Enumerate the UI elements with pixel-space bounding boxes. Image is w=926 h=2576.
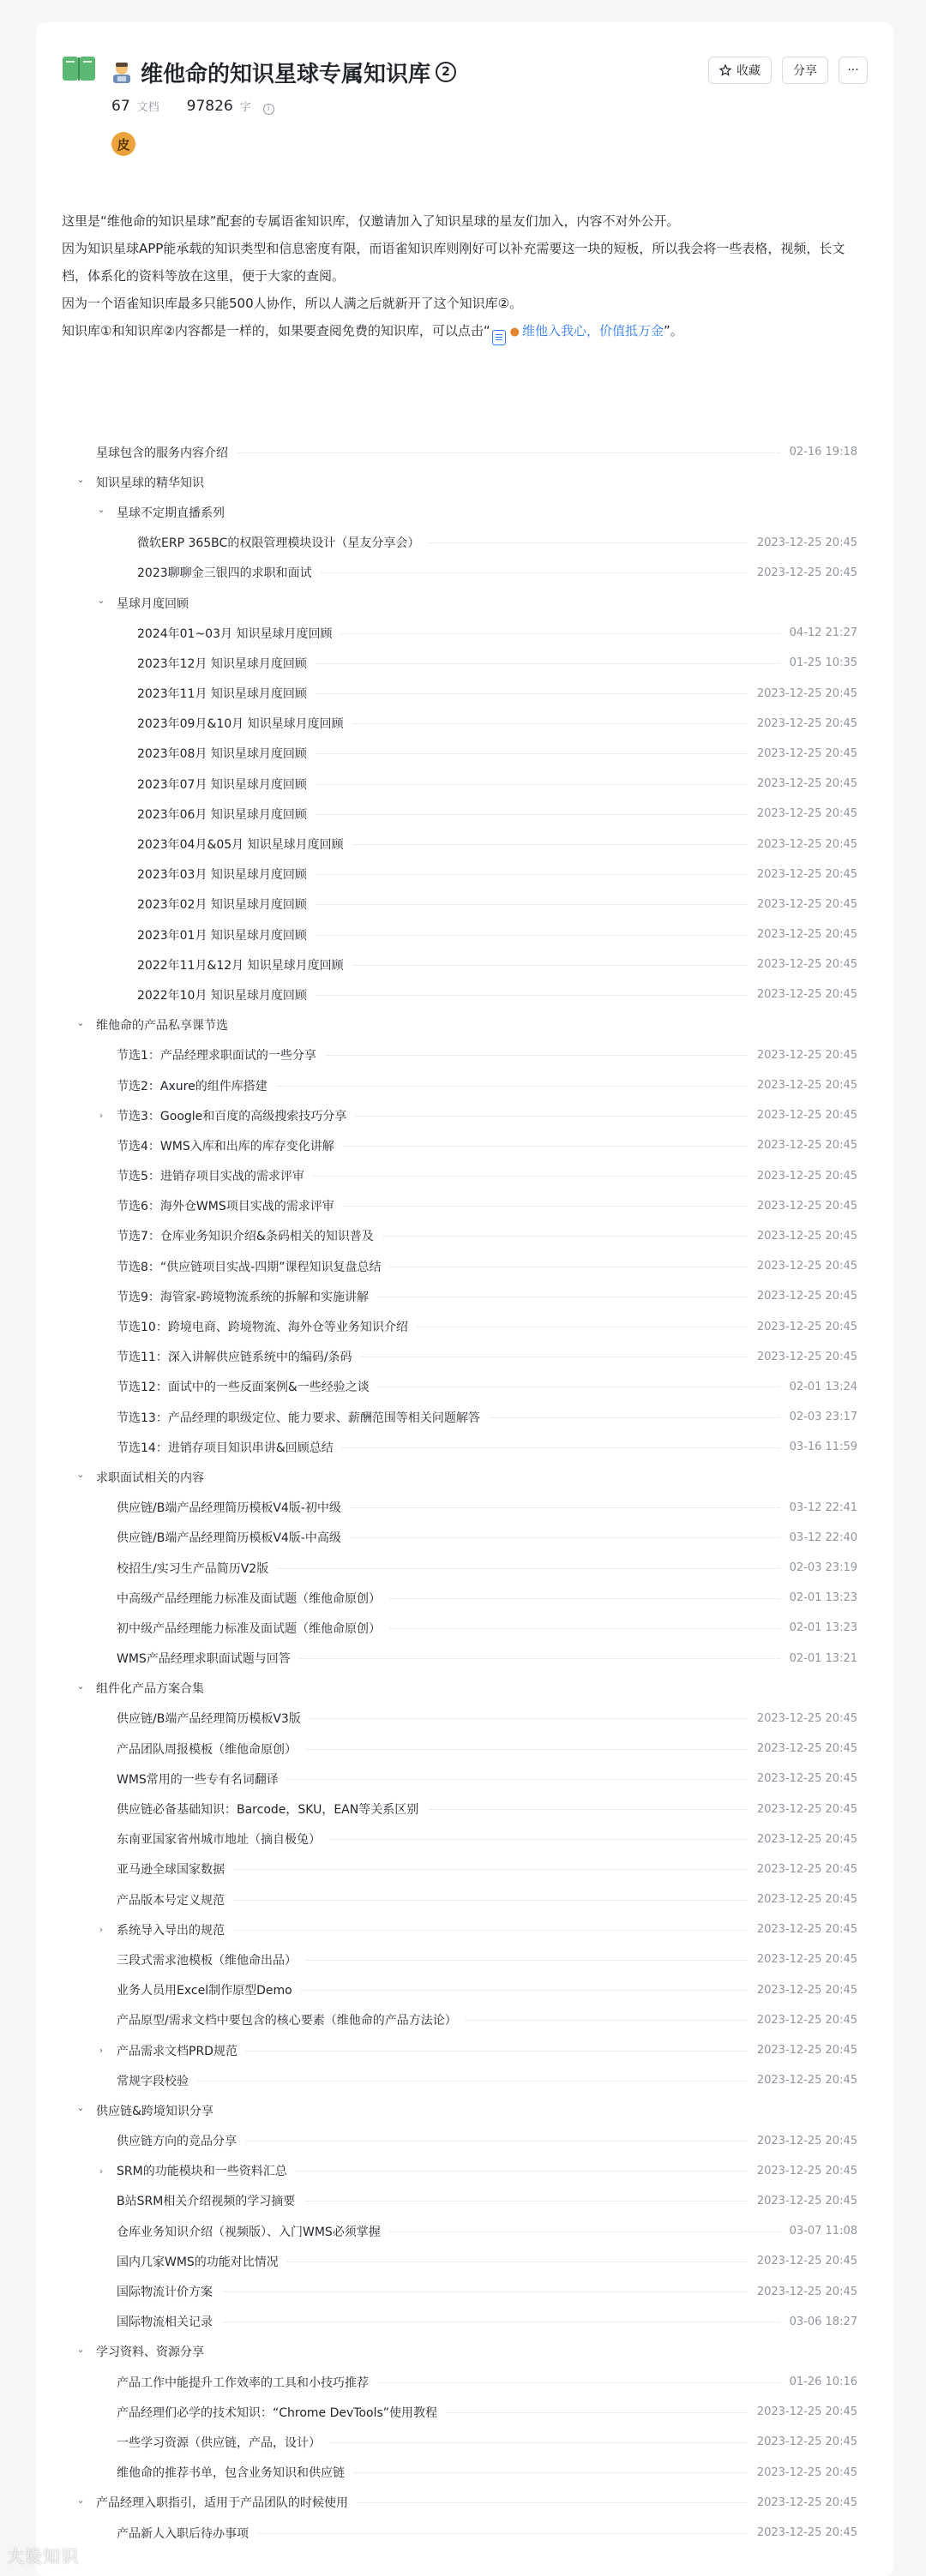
tree-row-label: 2023年07月 知识星球月度回顾 <box>137 776 316 793</box>
tree-row-date: 2023-12-25 20:45 <box>749 777 857 790</box>
tree-row[interactable] <box>36 1583 893 1613</box>
tree-row[interactable] <box>36 648 893 678</box>
tree-row-label: 节选8：“供应链项目实战-四期”课程知识复盘总结 <box>117 1258 389 1275</box>
tree-row-date: 2023-12-25 20:45 <box>749 1953 857 1966</box>
tree-row[interactable] <box>36 618 893 648</box>
more-button[interactable] <box>839 57 868 84</box>
tree-row-date: 03-12 22:41 <box>781 1501 857 1514</box>
tree-row-date: 01-26 10:16 <box>781 2375 857 2388</box>
tree-row-date: 2023-12-25 20:45 <box>749 1170 857 1183</box>
tree-row[interactable] <box>36 860 893 890</box>
tree-row-date: 2023-12-25 20:45 <box>749 2435 857 2448</box>
tree-row-date: 2023-12-25 20:45 <box>749 2074 857 2087</box>
tree-row-label: 2022年11月&12月 知识星球月度回顾 <box>137 956 352 973</box>
tree-row-label: 供应链/B端产品经理简历模板V4版-中高级 <box>117 1529 350 1546</box>
tree-row[interactable] <box>36 1734 893 1764</box>
user-emoji-icon <box>110 60 134 84</box>
tree-row[interactable] <box>36 890 893 920</box>
tree-row[interactable] <box>36 2427 893 2457</box>
tree-row-label: 节选10：跨境电商、跨境物流、海外仓等业务知识介绍 <box>117 1318 417 1335</box>
tree-row[interactable] <box>36 1794 893 1824</box>
tree-row[interactable] <box>36 769 893 799</box>
tree-row-date: 2023-12-25 20:45 <box>749 1139 857 1152</box>
tree-row-date: 2023-12-25 20:45 <box>749 2165 857 2178</box>
tree-row-date: 2023-12-25 20:45 <box>749 958 857 971</box>
tree-row-label: B站SRM相关介绍视频的学习摘要 <box>117 2192 304 2209</box>
tree-row-date: 2023-12-25 20:45 <box>749 1290 857 1303</box>
tree-row[interactable] <box>36 1914 893 1944</box>
tree-row-label: 知识星球的精华知识 <box>96 474 213 491</box>
doc-link-icon <box>492 330 506 345</box>
tree-row[interactable] <box>36 2035 893 2065</box>
tree-row-label: 节选2：Axure的组件库搭建 <box>117 1077 276 1094</box>
tree-row-label: 2023年12月 知识星球月度回顾 <box>137 655 316 672</box>
tree-row-date: 04-12 21:27 <box>781 626 857 639</box>
tree-row-date: 2023-12-25 20:45 <box>749 1079 857 1092</box>
tree-row-date: 2023-12-25 20:45 <box>749 838 857 851</box>
tree-row-label: 节选6：海外仓WMS项目实战的需求评审 <box>117 1197 343 1214</box>
tree-row-label: 供应链&跨境知识分享 <box>96 2102 222 2119</box>
tree-row[interactable] <box>36 2337 893 2367</box>
tree-row[interactable] <box>36 558 893 588</box>
tree-row-date: 2023-12-25 20:45 <box>749 1803 857 1816</box>
tree-row-date: 2023-12-25 20:45 <box>749 1893 857 1906</box>
tree-row-date: 2023-12-25 20:45 <box>749 747 857 760</box>
tree-row[interactable] <box>36 467 893 497</box>
tree-row[interactable] <box>36 1432 893 1462</box>
tree-row[interactable] <box>36 2518 893 2548</box>
tree-row-date: 2023-12-25 20:45 <box>749 1712 857 1725</box>
tree-row-date: 2023-12-25 20:45 <box>749 2466 857 2479</box>
tree-row-label: 节选14：进销存项目知识串讲&回顾总结 <box>117 1439 342 1456</box>
tree-row[interactable] <box>36 1674 893 1704</box>
chevron-right-icon[interactable]: › <box>99 2045 104 2057</box>
tree-row-label: 2024年01~03月 知识星球月度回顾 <box>137 625 340 642</box>
knowledge-base-card <box>36 22 893 2576</box>
document-tree <box>36 437 893 2548</box>
tree-row-date: 2023-12-25 20:45 <box>749 2135 857 2148</box>
tree-row[interactable] <box>36 2005 893 2035</box>
tree-row-label: 供应链方向的竞品分享 <box>117 2132 245 2149</box>
tree-row-date: 2023-12-25 20:45 <box>749 1742 857 1755</box>
tree-row[interactable] <box>36 2307 893 2337</box>
tree-row[interactable] <box>36 950 893 979</box>
tree-row-date: 2023-12-25 20:45 <box>749 2496 857 2509</box>
title-row <box>110 55 456 89</box>
chevron-down-icon[interactable]: ⌄ <box>97 504 105 516</box>
tree-row-date: 02-03 23:19 <box>781 1561 857 1574</box>
tree-row[interactable] <box>36 1644 893 1674</box>
tree-row-date: 2023-12-25 20:45 <box>749 1260 857 1273</box>
tree-row-label: 供应链/B端产品经理简历模板V4版-初中级 <box>117 1499 350 1516</box>
tree-row[interactable] <box>36 1191 893 1221</box>
doc-count: 67 <box>111 98 130 115</box>
tree-row-label: 三段式需求池模板（维他命出品） <box>117 1951 305 1968</box>
share-button[interactable] <box>782 57 828 84</box>
tree-row-label: 2023年01月 知识星球月度回顾 <box>137 926 316 944</box>
tree-row[interactable] <box>36 1944 893 1974</box>
tree-row[interactable] <box>36 1040 893 1070</box>
tree-row-label: 国内几家WMS的功能对比情况 <box>117 2253 287 2270</box>
tree-row-label: 供应链/B端产品经理简历模板V3版 <box>117 1710 310 1727</box>
word-count: 97826 <box>186 98 233 115</box>
tree-row[interactable] <box>36 1251 893 1281</box>
tree-row-date: 2023-12-25 20:45 <box>749 1833 857 1846</box>
tree-row-label: 东南亚国家省州城市地址（摘自极兔） <box>117 1830 329 1848</box>
description-paragraph: 因为一个语雀知识库最多只能500人协作，所以人满之后就新开了这个知识库②。 <box>62 296 523 311</box>
word-count-label: 字 <box>239 101 251 114</box>
tree-row-label: 节选7：仓库业务知识介绍&条码相关的知识普及 <box>117 1227 382 1244</box>
chevron-down-icon[interactable]: ⌄ <box>76 2494 85 2506</box>
tree-row[interactable] <box>36 1010 893 1040</box>
tree-row[interactable] <box>36 1553 893 1583</box>
tree-row-label: 星球月度回顾 <box>117 595 197 612</box>
tree-row-label: 国际物流计价方案 <box>117 2283 221 2300</box>
description-text: 知识库①和知识库②内容都是一样的，如果要查阅免费的知识库，可以点击“ <box>62 323 490 338</box>
tree-row-label: 国际物流相关记录 <box>117 2313 221 2330</box>
tree-row-label: 初中级产品经理能力标准及面试题（维他命原创） <box>117 1620 389 1637</box>
star-icon <box>719 64 731 76</box>
tree-row-date: 2023-12-25 20:45 <box>749 1923 857 1936</box>
tree-row-label: 2022年10月 知识星球月度回顾 <box>137 986 316 1003</box>
tree-row-label: 2023聊聊金三银四的求职和面试 <box>137 564 321 581</box>
tree-row[interactable] <box>36 979 893 1009</box>
tree-row[interactable] <box>36 2095 893 2125</box>
tree-row[interactable] <box>36 497 893 527</box>
tree-row-date: 2023-12-25 20:45 <box>749 898 857 911</box>
tree-row-label: 组件化产品方案合集 <box>96 1680 213 1697</box>
tree-row[interactable] <box>36 829 893 859</box>
description-paragraph: 这里是“维他命的知识星球”配套的专属语雀知识库，仅邀请加入了知识星球的星友们加入，内容不对外公开。 <box>62 213 680 229</box>
tree-row[interactable] <box>36 1161 893 1191</box>
doc-count-label: 文档 <box>136 101 159 114</box>
tree-row-label: 维他命的产品私享课节选 <box>96 1016 237 1033</box>
tree-row[interactable] <box>36 799 893 829</box>
tree-row-label: 2023年11月 知识星球月度回顾 <box>137 685 316 702</box>
tree-row-label: 系统导入导出的规范 <box>117 1921 233 1938</box>
tree-row-label: 业务人员用Excel制作原型Demo <box>117 1981 301 1998</box>
tree-row[interactable] <box>36 2276 893 2306</box>
tree-row-label: 产品经理入职指引，适用于产品团队的时候使用 <box>96 2494 357 2511</box>
tree-row[interactable] <box>36 1402 893 1432</box>
chevron-down-icon[interactable]: ⌄ <box>76 1016 85 1028</box>
book-icon <box>62 55 96 82</box>
description <box>62 207 868 346</box>
chevron-down-icon[interactable]: ⌄ <box>76 1469 85 1481</box>
tree-row-date: 03-12 22:40 <box>781 1531 857 1544</box>
tree-row-label: 节选3：Google和百度的高级搜索技巧分享 <box>117 1107 355 1124</box>
tree-row-label: 供应链必备基础知识：Barcode，SKU，EAN等关系区别 <box>117 1800 427 1818</box>
tree-row[interactable] <box>36 1281 893 1311</box>
tree-row[interactable] <box>36 1523 893 1553</box>
tree-row-date: 2023-12-25 20:45 <box>749 536 857 549</box>
tree-row-label: 2023年02月 知识星球月度回顾 <box>137 896 316 913</box>
tree-row-date: 2023-12-25 20:45 <box>749 566 857 579</box>
tree-row[interactable] <box>36 2458 893 2488</box>
tree-row[interactable] <box>36 679 893 709</box>
tree-row-date: 2023-12-25 20:45 <box>749 928 857 941</box>
chevron-down-icon[interactable]: ⌄ <box>76 1680 85 1692</box>
info-icon[interactable]: i <box>263 104 274 115</box>
tree-row[interactable] <box>36 1221 893 1251</box>
title-badge: 2 <box>436 62 456 82</box>
tree-row-label: 节选12：面试中的一些反面案例&一些经验之谈 <box>117 1378 378 1395</box>
tree-row-label: 产品需求文档PRD规范 <box>117 2042 246 2059</box>
watermark: 大设知识 <box>7 2546 79 2567</box>
leader-dots <box>117 2291 816 2292</box>
tree-row-date: 2023-12-25 20:45 <box>749 2044 857 2057</box>
favorite-button[interactable] <box>708 57 772 84</box>
tree-row[interactable] <box>36 1311 893 1341</box>
tree-row[interactable] <box>36 1070 893 1100</box>
tree-row[interactable] <box>36 1975 893 2005</box>
tree-row-date: 02-01 13:23 <box>781 1591 857 1604</box>
tree-row[interactable] <box>36 1462 893 1492</box>
tree-row[interactable] <box>36 2126 893 2156</box>
leader-dots <box>117 2081 816 2082</box>
tree-row[interactable] <box>36 528 893 558</box>
chevron-down-icon[interactable]: ⌄ <box>76 2102 85 2114</box>
tree-row-label: 中高级产品经理能力标准及面试题（维他命原创） <box>117 1590 389 1607</box>
tree-row[interactable] <box>36 2156 893 2186</box>
tree-row-label: 节选9：海管家-跨境物流系统的拆解和实施讲解 <box>117 1288 377 1305</box>
tree-row-date: 2023-12-25 20:45 <box>749 2285 857 2298</box>
tree-row[interactable] <box>36 2367 893 2397</box>
tree-row-date: 2023-12-25 20:45 <box>749 1109 857 1122</box>
tree-row-date: 2023-12-25 20:45 <box>749 1984 857 1997</box>
tree-row-date: 03-16 11:59 <box>781 1441 857 1453</box>
chevron-down-icon[interactable]: ⌄ <box>76 474 85 486</box>
tree-row[interactable] <box>36 2065 893 2095</box>
tree-row[interactable] <box>36 2216 893 2246</box>
tree-row-date: 2023-12-25 20:45 <box>749 1863 857 1876</box>
tree-row-label: 微软ERP 365BC的权限管理模块设计（星友分享会） <box>137 534 428 551</box>
tree-row-date: 2023-12-25 20:45 <box>749 2014 857 2027</box>
tree-row-date: 2023-12-25 20:45 <box>749 1351 857 1363</box>
tree-row-label: 2023年06月 知识星球月度回顾 <box>137 806 316 823</box>
share-label: 分享 <box>793 64 817 78</box>
tree-row-label: 常规字段校验 <box>117 2072 197 2089</box>
tree-row-date: 2023-12-25 20:45 <box>749 1321 857 1333</box>
tree-row-date: 2023-12-25 20:45 <box>749 868 857 881</box>
tree-row-date: 01-25 10:35 <box>781 656 857 669</box>
tree-row-label: WMS产品经理求职面试题与回答 <box>117 1650 299 1667</box>
tree-row-date: 2023-12-25 20:45 <box>749 988 857 1001</box>
tree-row-date: 2023-12-25 20:45 <box>749 1772 857 1785</box>
tree-row-label: 节选1：产品经理求职面试的一些分享 <box>117 1046 325 1063</box>
chevron-right-icon[interactable]: › <box>99 2165 104 2177</box>
tree-row[interactable] <box>36 1884 893 1914</box>
tree-row[interactable] <box>36 1100 893 1130</box>
tree-row[interactable] <box>36 437 893 467</box>
tree-row[interactable] <box>36 2246 893 2276</box>
tree-row-label: 2023年08月 知识星球月度回顾 <box>137 745 316 762</box>
tree-row[interactable] <box>36 588 893 618</box>
tree-row-label: 一些学习资源（供应链，产品，设计） <box>117 2434 329 2451</box>
tree-row-label: 星球不定期直播系列 <box>117 504 233 521</box>
tree-row-label: 产品工作中能提升工作效率的工具和小技巧推荐 <box>117 2374 377 2391</box>
tree-row-date: 03-07 11:08 <box>781 2225 857 2238</box>
tree-row-label: WMS常用的一些专有名词翻译 <box>117 1770 287 1788</box>
description-paragraph <box>62 317 868 346</box>
tree-row-label: 2023年03月 知识星球月度回顾 <box>137 866 316 883</box>
tree-row-label: 节选4：WMS入库和出库的库存变化讲解 <box>117 1137 343 1154</box>
tree-row-label: SRM的功能模块和一些资料汇总 <box>117 2162 296 2179</box>
avatar[interactable]: 皮 <box>111 132 135 156</box>
tree-row-label: 节选11：深入讲解供应链系统中的编码/条码 <box>117 1348 361 1365</box>
tree-row-label: 节选13：产品经理的职级定位、能力要求、薪酬范围等相关问题解答 <box>117 1409 489 1426</box>
tree-row-date: 02-01 13:23 <box>781 1621 857 1634</box>
tree-row[interactable] <box>36 1130 893 1160</box>
tree-row[interactable] <box>36 1372 893 1402</box>
tree-row-date: 2023-12-25 20:45 <box>749 2255 857 2267</box>
tree-row-label: 产品新人入职后待办事项 <box>117 2525 257 2542</box>
tree-row[interactable] <box>36 1493 893 1523</box>
tree-row-date: 2023-12-25 20:45 <box>749 2195 857 2208</box>
tree-row-label: 产品团队周报模板（维他命原创） <box>117 1740 305 1758</box>
tree-row-label: 求职面试相关的内容 <box>96 1469 213 1486</box>
tree-row[interactable] <box>36 1613 893 1643</box>
tree-row[interactable] <box>36 1854 893 1884</box>
tree-row-label: 星球包含的服务内容介绍 <box>96 444 237 461</box>
chevron-down-icon[interactable]: ⌄ <box>97 595 105 607</box>
tree-row-date: 02-03 23:17 <box>781 1411 857 1423</box>
tree-row[interactable] <box>36 739 893 769</box>
tree-row-date: 02-01 13:21 <box>781 1652 857 1665</box>
tree-row-date: 2023-12-25 20:45 <box>749 2526 857 2539</box>
page-title: 维他命的知识星球专属知识库 <box>141 61 431 87</box>
tree-row-label: 节选5：进销存项目实战的需求评审 <box>117 1167 313 1184</box>
tree-row-label: 2023年09月&10月 知识星球月度回顾 <box>137 715 352 732</box>
tree-row[interactable] <box>36 2186 893 2216</box>
tree-row-label: 亚马逊全球国家数据 <box>117 1860 233 1878</box>
favorite-label: 收藏 <box>737 64 761 78</box>
tree-row-date: 03-06 18:27 <box>781 2315 857 2328</box>
tree-row[interactable] <box>36 1704 893 1734</box>
tree-row[interactable] <box>36 709 893 739</box>
more-icon: ··· <box>847 63 859 77</box>
bag-icon: ● <box>509 326 520 338</box>
tree-row-date: 02-01 13:24 <box>781 1381 857 1393</box>
tree-row-label: 产品经理们必学的技术知识：“Chrome DevTools”使用教程 <box>117 2404 446 2421</box>
tree-row[interactable] <box>36 1824 893 1854</box>
chevron-right-icon[interactable]: › <box>99 1924 104 1936</box>
free-knowledge-base-link[interactable]: 维他入我心，价值抵万金 <box>522 323 664 338</box>
header-actions <box>708 57 868 84</box>
tree-row[interactable] <box>36 1764 893 1794</box>
tree-row-date: 2023-12-25 20:45 <box>749 1200 857 1213</box>
tree-row-label: 仓库业务知识介绍（视频版）、入门WMS必须掌握 <box>117 2223 389 2240</box>
tree-row-date: 2023-12-25 20:45 <box>749 1230 857 1243</box>
tree-row-date: 02-16 19:18 <box>781 446 857 458</box>
description-paragraph: 因为知识星球APP能承载的知识类型和信息密度有限，而语雀知识库则刚好可以补充需要这一块的短板，所以我会将一些表格，视频，长文档，体系化的资料等放在这里，便于大家的查阅。 <box>62 241 845 284</box>
tree-row-label: 产品版本号定义规范 <box>117 1891 233 1908</box>
tree-row-label: 校招生/实习生产品简历V2版 <box>117 1560 277 1577</box>
tree-row-label: 2023年04月&05月 知识星球月度回顾 <box>137 836 352 853</box>
stats <box>111 98 274 115</box>
tree-row-date: 2023-12-25 20:45 <box>749 2405 857 2418</box>
tree-row-date: 2023-12-25 20:45 <box>749 807 857 820</box>
chevron-down-icon[interactable]: ⌄ <box>76 2343 85 2355</box>
tree-row[interactable] <box>36 2397 893 2427</box>
tree-row-date: 2023-12-25 20:45 <box>749 717 857 730</box>
tree-row[interactable] <box>36 920 893 950</box>
description-text: ”。 <box>664 323 683 338</box>
tree-row[interactable] <box>36 2488 893 2518</box>
leader-dots <box>117 2321 816 2322</box>
tree-row-label: 维他命的推荐书单，包含业务知识和供应链 <box>117 2464 353 2481</box>
tree-row-date: 2023-12-25 20:45 <box>749 687 857 700</box>
tree-row-label: 学习资料、资源分享 <box>96 2343 213 2360</box>
chevron-right-icon[interactable]: › <box>99 1110 104 1122</box>
tree-row-date: 2023-12-25 20:45 <box>749 1049 857 1062</box>
tree-row[interactable] <box>36 1342 893 1372</box>
tree-row-label: 产品原型/需求文档中要包含的核心要素（维他命的产品方法论） <box>117 2011 466 2028</box>
